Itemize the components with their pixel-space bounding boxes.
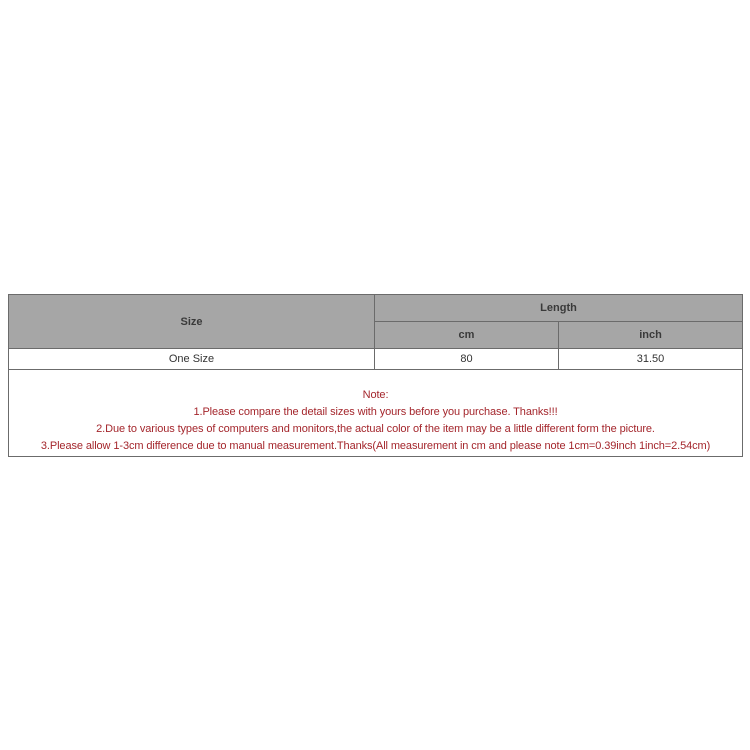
header-unit-inch: inch <box>559 322 743 349</box>
header-row-length <box>9 295 743 322</box>
note-line-2: 2.Due to various types of computers and monitors,the actual color of the item may be a little different form the picture. <box>96 423 655 435</box>
note-row <box>9 370 743 457</box>
cell-cm: 80 <box>375 349 559 370</box>
header-length: Length <box>375 295 743 322</box>
table-row <box>9 349 743 370</box>
note-block <box>9 370 743 457</box>
header-unit-cm: cm <box>375 322 559 349</box>
header-size: Size <box>9 295 375 349</box>
note-line-3: 3.Please allow 1-3cm difference due to manual measurement.Thanks(All measurement in cm and please note 1cm=0.39inch 1inch=2.54cm) <box>40 440 711 452</box>
note-title: Note: <box>362 389 389 401</box>
note-line-1: 1.Please compare the detail sizes with yours before you purchase. Thanks!!! <box>193 406 558 418</box>
cell-size: One Size <box>9 349 375 370</box>
size-chart-table <box>8 294 743 457</box>
cell-inch: 31.50 <box>559 349 743 370</box>
